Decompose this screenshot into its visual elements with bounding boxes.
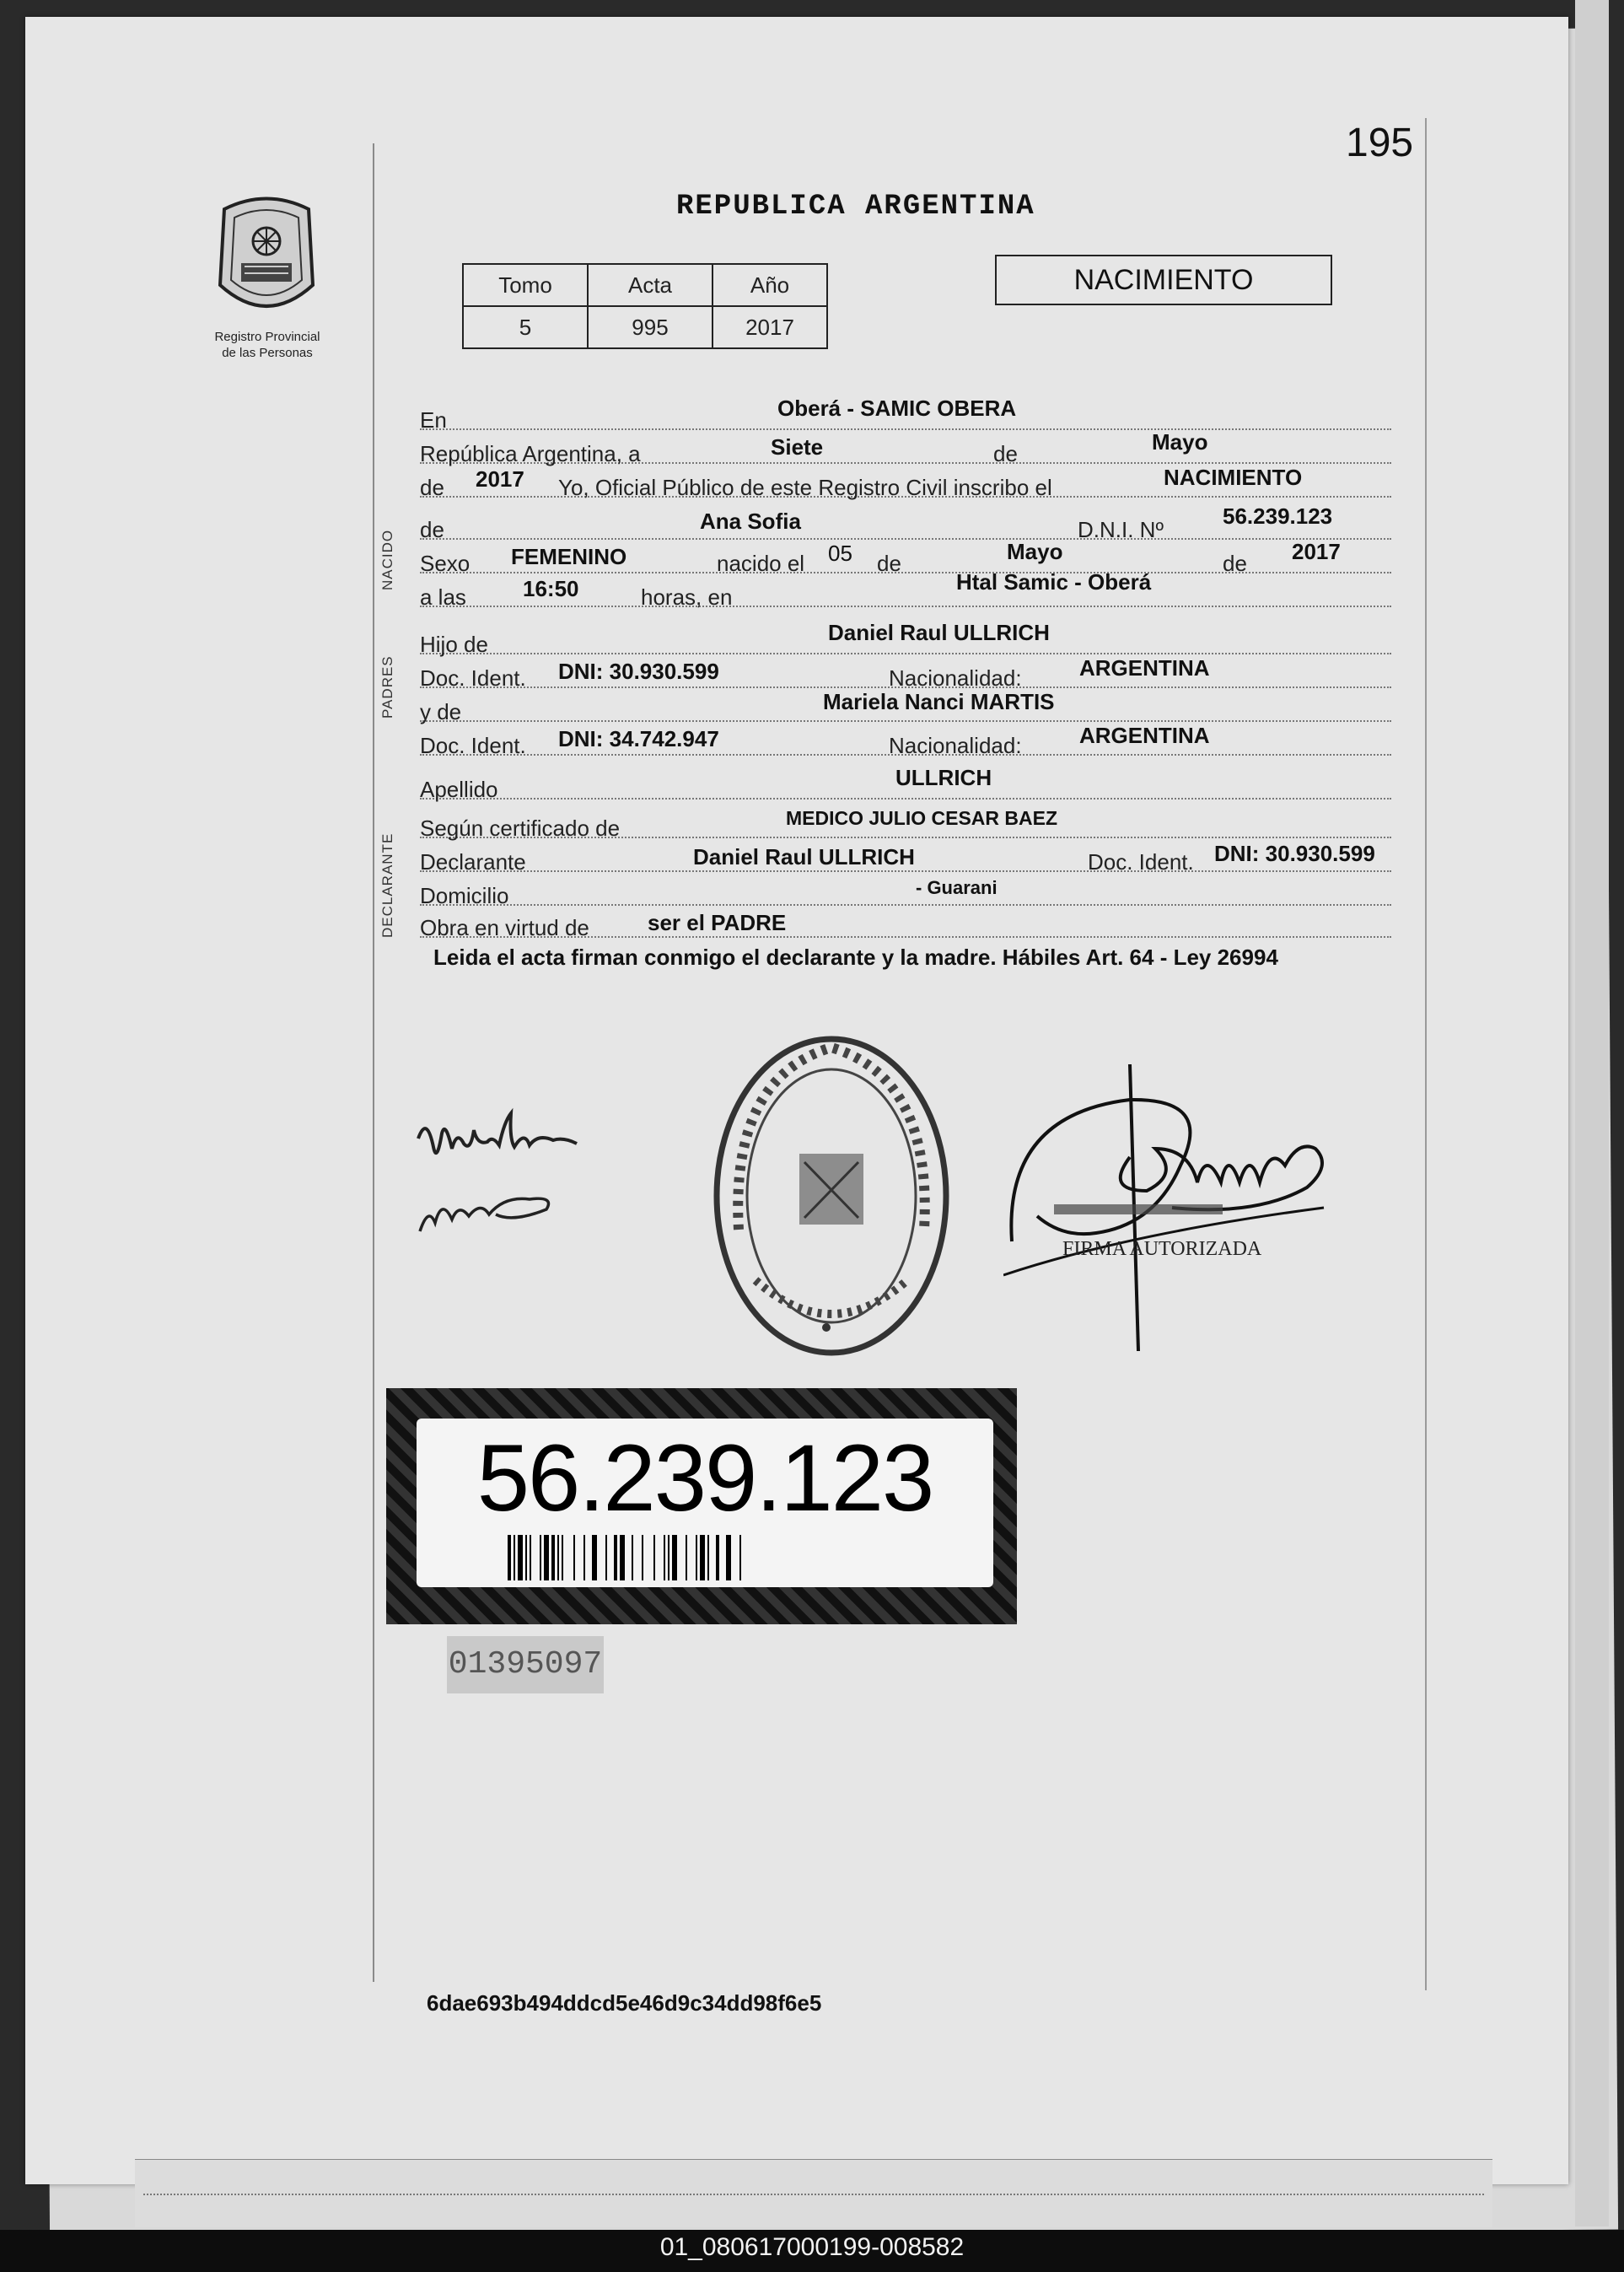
sexo-label: Sexo (420, 551, 471, 576)
line-time-place (420, 569, 1391, 612)
doc-label: Doc. Ident. (420, 665, 526, 691)
line-obra (420, 906, 1391, 943)
birth-time-value: 16:50 (523, 576, 579, 601)
side-label-nacido: NACIDO (379, 529, 395, 590)
sexo-value: FEMENINO (511, 544, 627, 569)
yde-label: y de (420, 699, 462, 724)
record-box (462, 263, 828, 349)
official-caption: FIRMA AUTORIZADA (1062, 1238, 1262, 1260)
page-number: 195 (1346, 121, 1414, 165)
document-title: REPUBLICA ARGENTINA (676, 191, 1035, 223)
day-words-value: Siete (771, 434, 824, 460)
father-nat-value: ARGENTINA (1079, 655, 1210, 681)
parents-signature-icon (411, 1096, 614, 1265)
registry-caption: Registro Provincial de las Personas (214, 330, 320, 360)
page-edge (1575, 0, 1609, 2226)
father-doc-value: DNI: 30.930.599 (558, 659, 719, 684)
de-label-4: de (877, 551, 901, 576)
de-label-5: de (1223, 551, 1247, 576)
tomo-header: Tomo (463, 264, 588, 306)
doc-label-2: Doc. Ident. (420, 733, 526, 758)
nacido-label: nacido el (717, 551, 805, 576)
anio-header: Año (713, 264, 827, 306)
line-name (420, 503, 1391, 545)
nacionalidad-label-2: Nacionalidad: (889, 733, 1022, 758)
line-apellido (420, 767, 1391, 805)
apellido-value: ULLRICH (895, 765, 992, 790)
acta-header: Acta (588, 264, 713, 306)
domicilio-label: Domicilio (420, 883, 509, 908)
line-father-doc (420, 656, 1391, 693)
birth-year-value: 2017 (1292, 539, 1341, 564)
doc-label-3: Doc. Ident. (1088, 849, 1194, 875)
birth-month-value: Mayo (1007, 539, 1063, 564)
document-hash: 6dae693b494ddcd5e46d9c34dd98f6e5 (427, 1990, 822, 2016)
line-sex-birth (420, 541, 1391, 579)
file-label: 01_080617000199-008582 (659, 2233, 965, 2261)
dni-label: D.N.I. Nº (1078, 517, 1164, 542)
hijo-label: Hijo de (420, 632, 488, 657)
line-declarante (420, 840, 1391, 877)
declarante-value: Daniel Raul ULLRICH (693, 844, 915, 869)
barcode-bars-icon (508, 1535, 899, 1580)
line-father (420, 622, 1391, 660)
anio-value: 2017 (713, 306, 827, 348)
declarante-label: Declarante (420, 849, 526, 875)
yo-text: Yo, Oficial Público de este Registro Civil inscribo el (558, 475, 1052, 500)
margin-rule (373, 143, 374, 1982)
obra-label: Obra en virtud de (420, 915, 589, 940)
declarante-doc-value: DNI: 30.930.599 (1214, 841, 1375, 866)
barcode-number: 56.239.123 (476, 1425, 933, 1531)
horas-label: horas, en (641, 584, 733, 610)
tomo-value: 5 (463, 306, 588, 348)
line-place (420, 398, 1391, 435)
acta-value: 995 (588, 306, 713, 348)
dni-value: 56.239.123 (1223, 503, 1333, 529)
birth-place-value: Htal Samic - Oberá (956, 569, 1152, 595)
year-value: 2017 (476, 466, 524, 492)
closing-text: Leida el acta firman conmigo el declarante y la madre. Hábiles Art. 64 - Ley 26994 (433, 945, 1278, 970)
barcode-panel (417, 1419, 993, 1587)
barcode-label (386, 1388, 1017, 1624)
domicilio-value: - Guarani (916, 877, 998, 898)
record-type-box: NACIMIENTO (995, 255, 1332, 305)
mother-nat-value: ARGENTINA (1079, 723, 1210, 748)
en-label: En (420, 407, 447, 433)
apellido-label: Apellido (420, 777, 498, 802)
mother-value: Mariela Nanci MARTIS (823, 689, 1055, 714)
month-value: Mayo (1152, 429, 1208, 455)
republica-label: República Argentina, a (420, 441, 641, 466)
control-number: 01395097 (447, 1636, 604, 1693)
side-label-declarante: DECLARANTE (379, 832, 395, 938)
de-label-3: de (420, 517, 444, 542)
line-mother-doc (420, 724, 1391, 761)
segun-label: Según certificado de (420, 816, 621, 841)
line-mother (420, 690, 1391, 727)
alas-label: a las (420, 584, 466, 610)
line-certificado (420, 806, 1391, 843)
father-value: Daniel Raul ULLRICH (828, 620, 1050, 645)
name-value: Ana Sofia (700, 509, 801, 534)
official-signature-icon (1003, 1064, 1358, 1368)
underlying-page (135, 2159, 1492, 2227)
nacionalidad-label: Nacionalidad: (889, 665, 1022, 691)
obra-value: ser el PADRE (648, 910, 787, 935)
line-date (420, 429, 1391, 469)
de-label-2: de (420, 475, 444, 500)
right-rule (1425, 118, 1427, 1990)
certificado-value: MEDICO JULIO CESAR BAEZ (786, 807, 1058, 829)
registry-stamp-icon (705, 1027, 958, 1365)
inscribo-value: NACIMIENTO (1164, 465, 1303, 490)
place-value: Oberá - SAMIC OBERA (777, 396, 1017, 421)
birth-day-value: 05 (828, 541, 852, 566)
side-label-padres: PADRES (379, 655, 395, 719)
de-label: de (993, 441, 1018, 466)
mother-doc-value: DNI: 34.742.947 (558, 726, 719, 751)
line-year (420, 466, 1391, 503)
registry-seal-icon (207, 192, 325, 327)
